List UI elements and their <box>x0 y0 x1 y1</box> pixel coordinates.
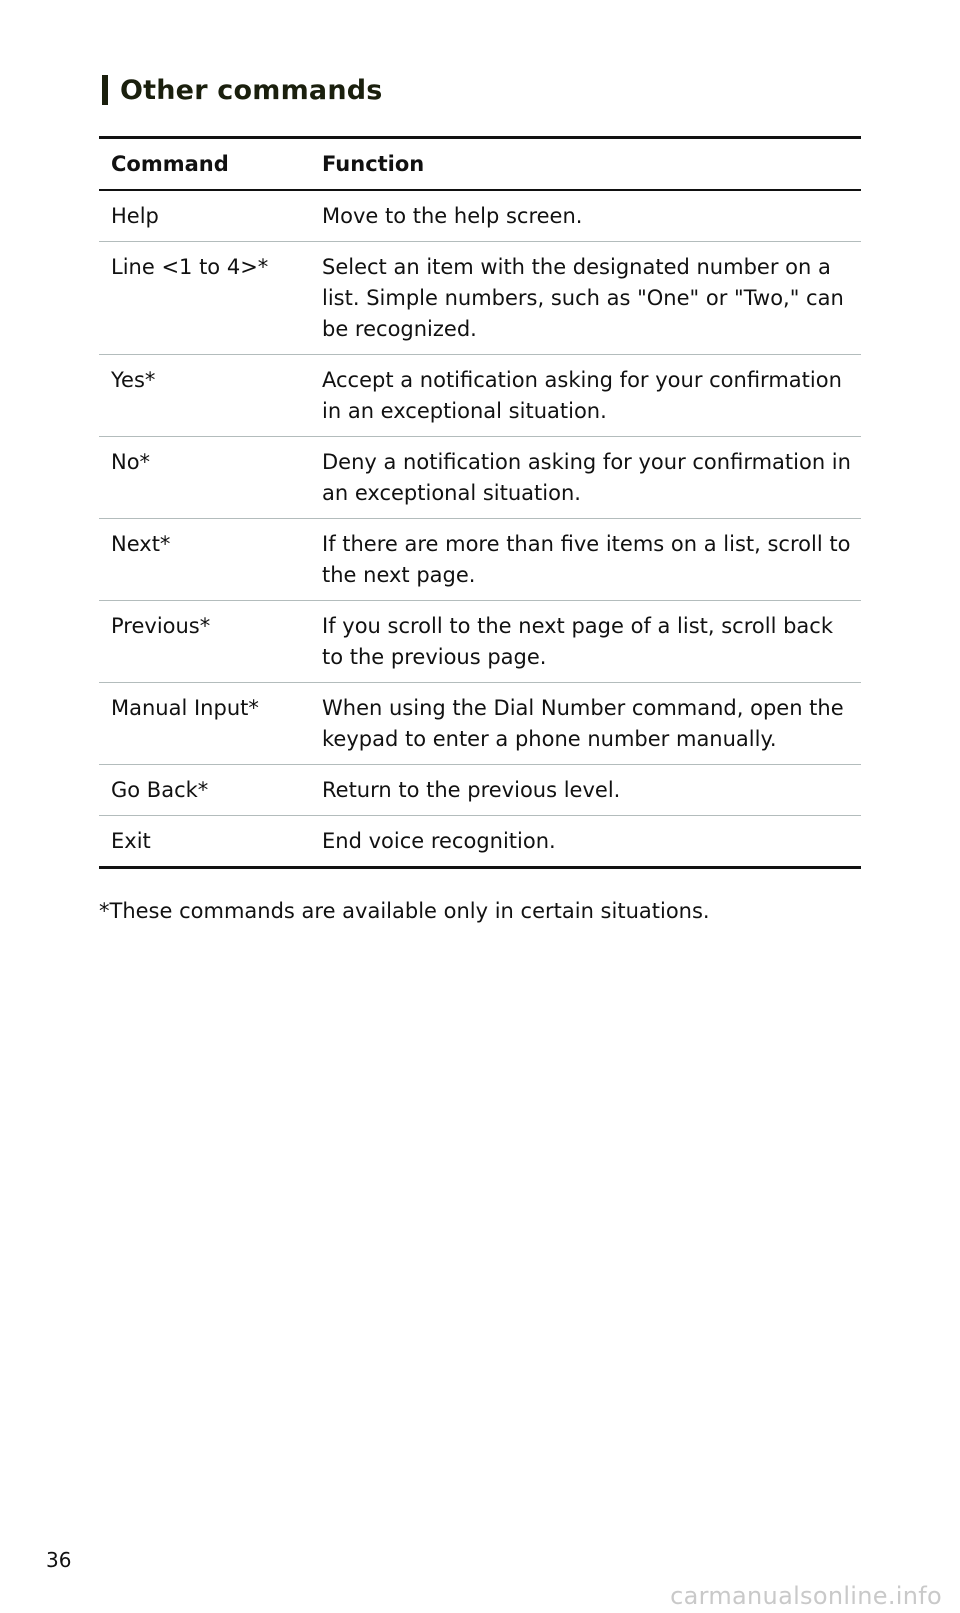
header-command: Command <box>111 152 229 176</box>
section-title: Other commands <box>120 74 383 106</box>
page-number: 36 <box>46 1548 72 1572</box>
command-cell: Line <1 to 4>* <box>111 255 269 279</box>
header-function: Function <box>322 152 425 176</box>
command-cell: Manual Input* <box>111 696 259 720</box>
table-row <box>99 519 861 601</box>
function-cell: Select an item with the designated number on a list. Simple numbers, such as "One" or "Two," can be recognized. <box>322 255 844 341</box>
table-row <box>99 355 861 437</box>
command-cell: Exit <box>111 829 151 853</box>
commands-table <box>99 136 861 869</box>
function-cell: End voice recognition. <box>322 829 556 853</box>
command-cell: No* <box>111 450 151 474</box>
table-row <box>99 601 861 683</box>
function-cell: If you scroll to the next page of a list, scroll back to the previous page. <box>322 614 834 669</box>
table-row <box>99 242 861 355</box>
table-body <box>99 191 861 866</box>
section-heading <box>102 72 383 108</box>
heading-accent-bar <box>102 75 108 105</box>
command-cell: Next* <box>111 532 171 556</box>
table-header-row <box>99 139 861 191</box>
watermark: carmanualsonline.info <box>670 1582 942 1610</box>
footnote: *These commands are available only in certain situations. <box>99 899 710 923</box>
table-row <box>99 765 861 816</box>
command-cell: Yes* <box>111 368 156 392</box>
function-cell: Return to the previous level. <box>322 778 621 802</box>
command-cell: Help <box>111 204 159 228</box>
function-cell: If there are more than five items on a list, scroll to the next page. <box>322 532 851 587</box>
table-row <box>99 191 861 242</box>
command-cell: Go Back* <box>111 778 209 802</box>
function-cell: Accept a notification asking for your confirmation in an exceptional situation. <box>322 368 842 423</box>
table-row <box>99 816 861 866</box>
function-cell: Deny a notification asking for your confirmation in an exceptional situation. <box>322 450 851 505</box>
table-row <box>99 683 861 765</box>
table-row <box>99 437 861 519</box>
function-cell: Move to the help screen. <box>322 204 583 228</box>
command-cell: Previous* <box>111 614 211 638</box>
function-cell: When using the Dial Number command, open the keypad to enter a phone number manually. <box>322 696 844 751</box>
